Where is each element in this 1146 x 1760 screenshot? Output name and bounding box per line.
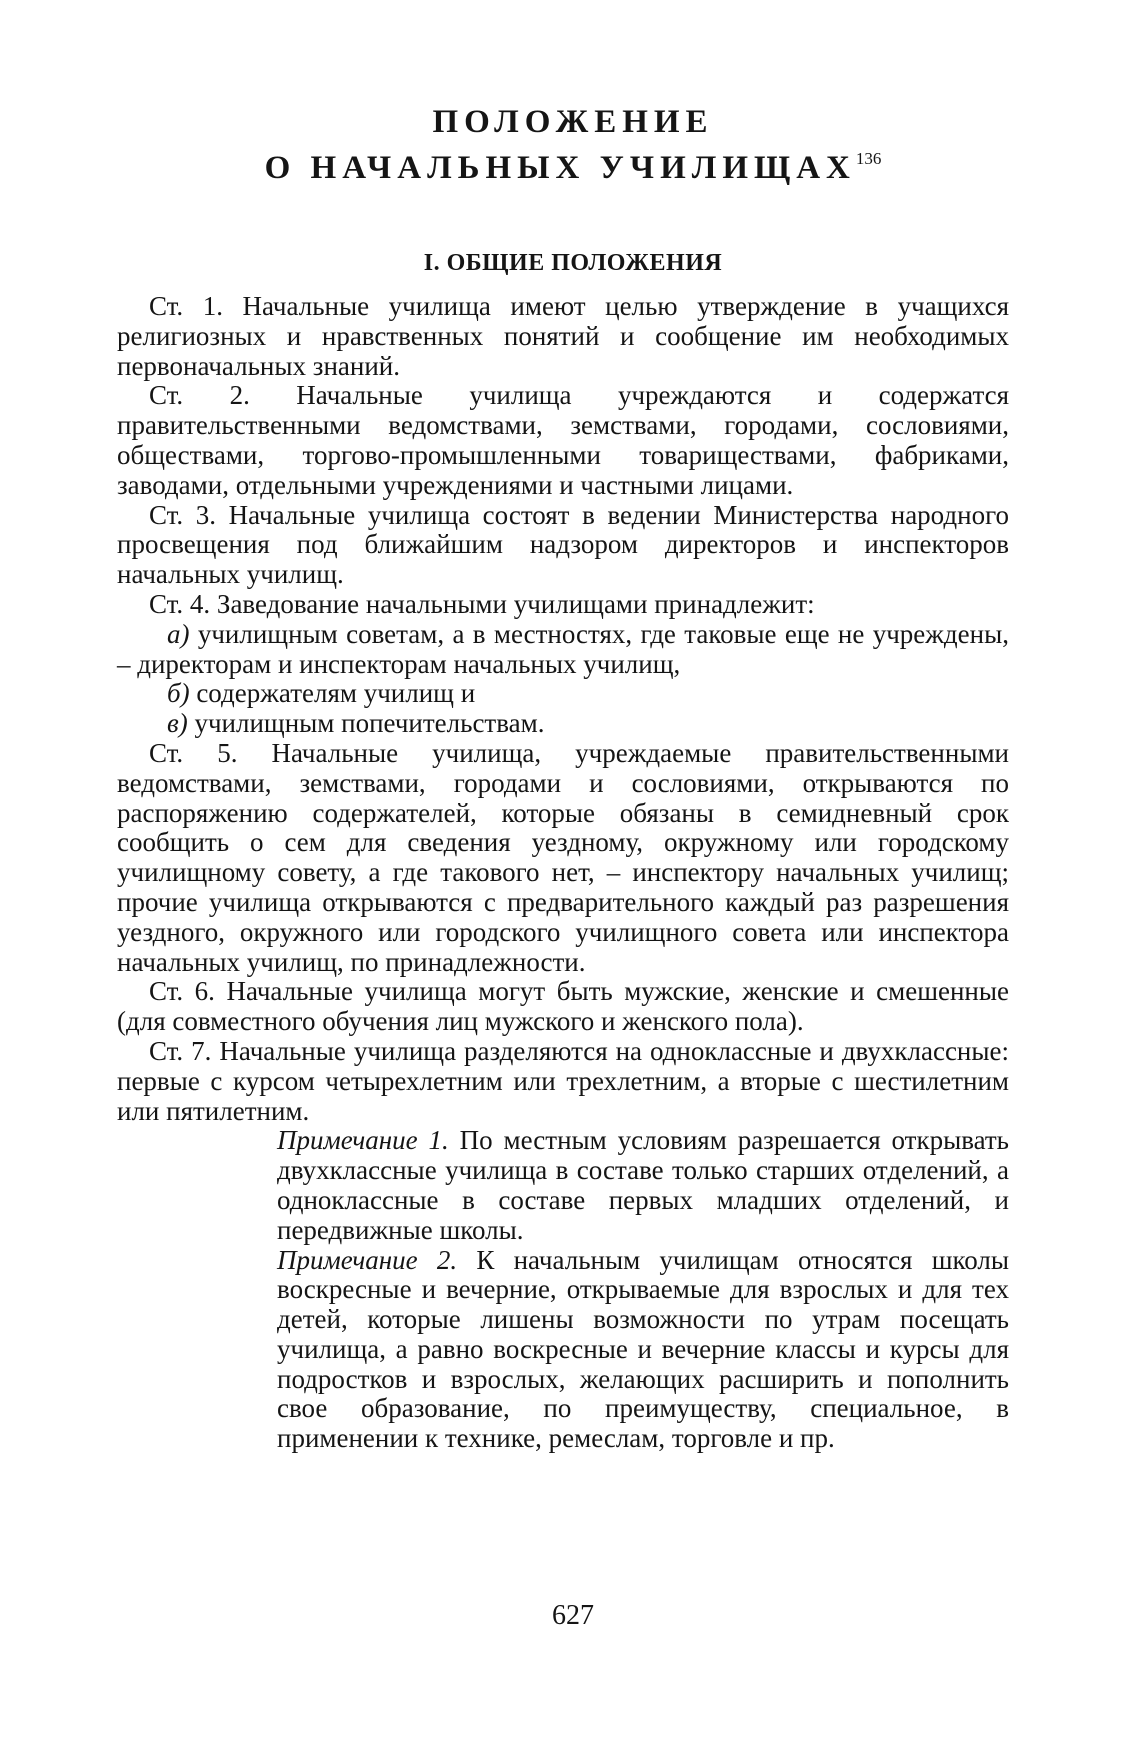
item-text: училищным советам, а в местностях, где таковые еще не учреждены, – директорам и инспекторам начальных училищ,	[117, 618, 1009, 679]
note-text: К начальным училищам относятся школы воскресные и вечерние, открываемые для взрослых и для тех детей, которые лишены возможности по утрам посещать училища, а равно воскресные и вечерние классы и курсы для подростков и взрослых, желающих расширить и пополнить свое образование, по преимуществу, специальное, в применении к технике, ремеслам, торговле и пр.	[277, 1244, 1010, 1454]
article-1: Ст. 1. Начальные училища имеют целью утверждение в учащихся религиозных и нравственных понятий и сообщение им необходимых первоначальных знаний.	[117, 291, 1009, 381]
document-body	[117, 292, 1009, 1454]
footnote-ref: 136	[855, 149, 882, 168]
item-letter: в)	[167, 708, 188, 739]
item-text: содержателям училищ и	[196, 678, 476, 709]
article-6: Ст. 6. Начальные училища могут быть мужские, женские и смешенные (для совместного обучения лиц мужского и женского пола).	[117, 976, 1009, 1037]
item-letter: а)	[167, 618, 190, 649]
document-title-line1: ПОЛОЖЕНИЕ	[432, 104, 714, 140]
article-7: Ст. 7. Начальные училища разделяются на одноклассные и двухклассные: первые с курсом четырехлетним или трехлетним, а вторые с шестилетним или пятилетним.	[117, 1035, 1009, 1126]
article-4: Ст. 4. Заведование начальными училищами принадлежит:	[149, 588, 815, 619]
page-number: 627	[552, 1600, 594, 1631]
article-5: Ст. 5. Начальные училища, учреждаемые правительственными ведомствами, земствами, городами и сословиями, открываются по распоряжению содержателей, которые обязаны в семидневный срок сообщить о сем для сведения уездному, окружному или городскому училищному совету, а где такового нет, – инспектору начальных училищ; прочие училища открываются с предварительного каждый раз разрешения уездного, окружного или городского училищного совета или инспектора начальных училищ, по принадлежности.	[117, 737, 1009, 977]
item-letter: б)	[167, 678, 190, 709]
article-4-item-a	[117, 620, 1009, 680]
section-heading: I. ОБЩИЕ ПОЛОЖЕНИЯ	[423, 250, 723, 276]
article-4-item-b	[117, 679, 1009, 709]
article-3: Ст. 3. Начальные училища состоят в ведении Министерства народного просвещения под ближайшим надзором директоров и инспекторов начальных училищ.	[117, 499, 1009, 590]
article-2: Ст. 2. Начальные училища учреждаются и содержатся правительственными ведомствами, земствами, городами, сословиями, обществами, торгово-промышленными товариществами, фабриками, заводами, отдельными учреждениями и частными лицами.	[117, 380, 1009, 500]
article-4-item-c	[117, 709, 1009, 739]
note-1	[277, 1126, 1009, 1245]
document-title-line2: О НАЧАЛЬНЫХ УЧИЛИЩАХ$^{136}$	[264, 149, 882, 186]
item-text: училищным попечительствам.	[194, 708, 545, 739]
note-text: По местным условиям разрешается открывать двухклассные училища в составе только старших отделений, а одноклассные в составе первых младших отделений, и передвижные школы.	[277, 1125, 1009, 1245]
note-2	[277, 1246, 1009, 1455]
note-label: Примечание 1.	[277, 1125, 449, 1156]
note-label: Примечание 2.	[277, 1244, 458, 1275]
